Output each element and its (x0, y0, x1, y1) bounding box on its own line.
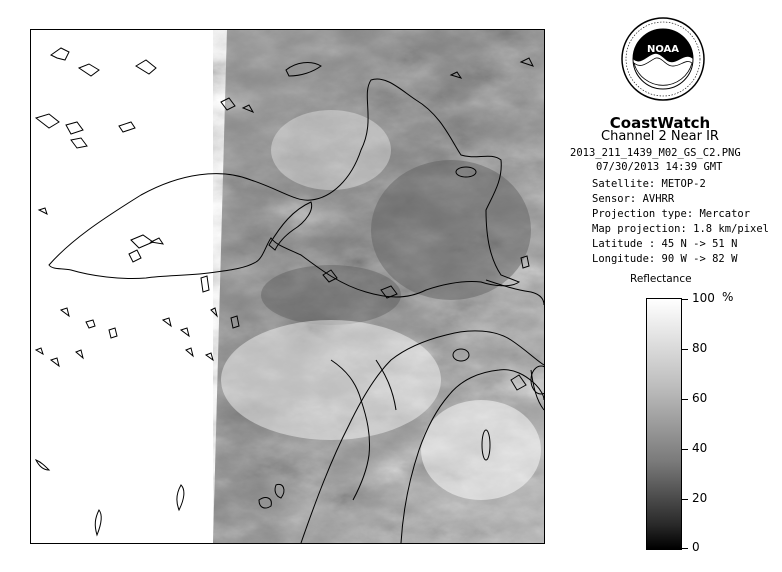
satellite-image (31, 30, 544, 543)
metadata-latitude: Latitude : 45 N -> 51 N (592, 238, 738, 250)
colorbar-tick (681, 499, 688, 500)
noaa-logo-text: NOAA (646, 44, 680, 55)
imagery-swath (213, 30, 544, 543)
noaa-logo (620, 16, 706, 102)
colorbar-tick (681, 299, 688, 300)
metadata-projection-type: Projection type: Mercator (592, 208, 751, 220)
colorbar-tick-label: 0 (692, 540, 700, 554)
metadata-map-projection: Map projection: 1.8 km/pixel (592, 223, 770, 235)
colorbar-tick-label: 100 (692, 291, 715, 305)
channel-name: Channel 2 Near IR (601, 129, 719, 144)
colorbar-tick-label: 80 (692, 341, 708, 355)
satellite-image-panel (30, 29, 545, 544)
colorbar-unit: % (722, 290, 734, 304)
colorbar-tick (681, 548, 688, 549)
metadata-satellite: Satellite: METOP-2 (592, 178, 706, 190)
metadata-sensor: Sensor: AVHRR (592, 193, 675, 205)
colorbar-tick-label: 20 (692, 491, 708, 505)
colorbar-title: Reflectance (630, 273, 692, 285)
acquisition-datetime: 07/30/2013 14:39 GMT (596, 161, 723, 173)
noaa-logo-icon (620, 16, 706, 102)
colorbar-tick (681, 349, 688, 350)
colorbar-tick-label: 60 (692, 391, 708, 405)
metadata-longitude: Longitude: 90 W -> 82 W (592, 253, 738, 265)
colorbar-tick-label: 40 (692, 441, 708, 455)
metadata-list (592, 177, 769, 267)
product-title: CoastWatch (609, 114, 711, 132)
file-name: 2013_211_1439_M02_GS_C2.PNG (570, 147, 741, 159)
colorbar-tick (681, 449, 688, 450)
colorbar-tick (681, 399, 688, 400)
reflectance-colorbar (646, 298, 682, 550)
